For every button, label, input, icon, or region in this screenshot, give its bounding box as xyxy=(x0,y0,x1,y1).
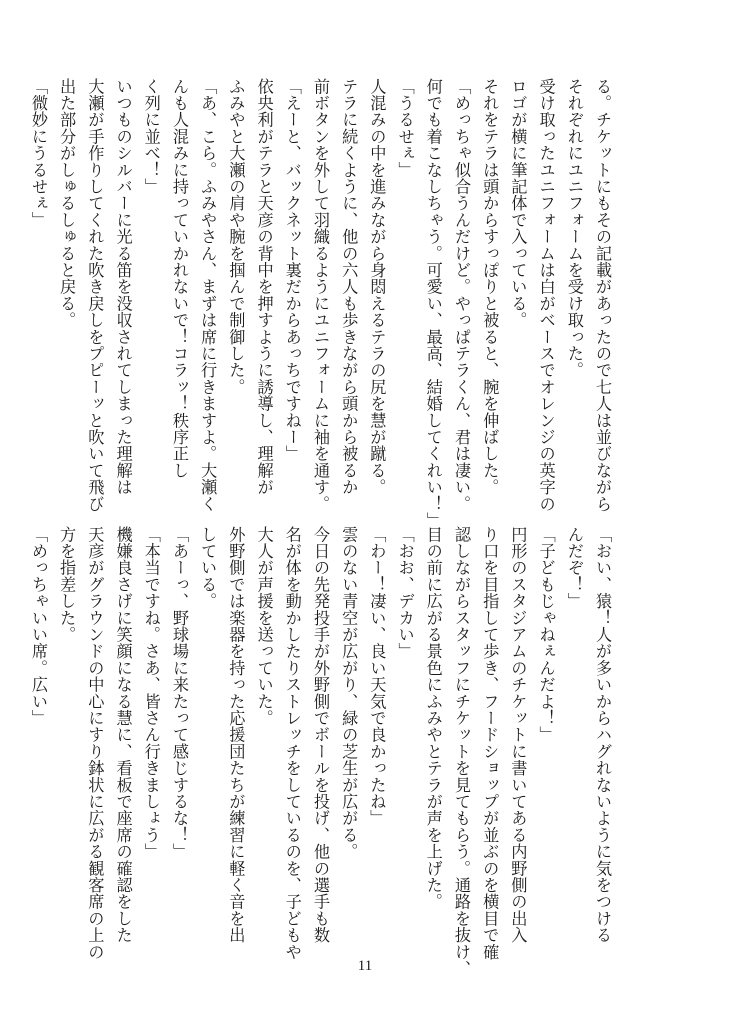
text-line: んも人混みに持っていかれないで！コラッ！秩序正し xyxy=(169,78,189,479)
text-line: 「あーっ、野球場に来たって感じするな！」 xyxy=(169,526,189,860)
text-line: それぞれにユニフォームを受け取った。 xyxy=(564,78,584,379)
text-line: それをテラは頭からすっぽりと被ると、腕を伸ばした。 xyxy=(480,78,500,496)
text-line: 「おお、デカい」 xyxy=(395,526,415,660)
text-line: 「わー！凄い、良い天気で良かったね」 xyxy=(367,526,387,827)
text-line: 人混みの中を進みながら身悶えるテラの尻を慧が蹴る。 xyxy=(367,78,387,496)
text-line: 前ボタンを外して羽織るようにユニフォームに袖を通す。 xyxy=(310,78,330,513)
text-line: 「微妙にうるせぇ」 xyxy=(28,78,48,229)
text-line: 大瀬が手作りしてくれた吹き戻しをプピーッと吹いて飛び xyxy=(85,78,105,513)
text-line: 「うるせぇ」 xyxy=(395,78,415,179)
text-line: 外野側では楽器を持った応援団たちが練習に軽く音を出 xyxy=(226,526,246,944)
text-line: 「えーと、バックネット裏だからあっちですねー」 xyxy=(282,78,302,463)
text-line: 「あ、こら。ふみやさん、まずは席に行きますよ。大瀬く xyxy=(198,78,218,513)
text-line: 何でも着こなしちゃう。可愛い、最高、結婚してくれい！」 xyxy=(423,78,443,529)
text-line: 依央利がテラと天彦の背中を押すように誘導し、理解が xyxy=(254,78,274,496)
text-line: テラに続くように、他の六人も歩きながら頭から被るか xyxy=(339,78,359,496)
text-line: ロゴが横に筆記体で入っている。 xyxy=(508,78,528,329)
text-line: る。チケットにもその記載があったので七人は並びながら xyxy=(593,78,612,513)
text-line: 機嫌良さげに笑顔になる慧に、看板で座席の確認をした xyxy=(113,526,133,944)
text-line: 「めっちゃいい席。広い」 xyxy=(28,526,48,727)
text-line: んだぞ！」 xyxy=(564,526,584,610)
text-line: 認しながらスタッフにチケットを見てもらう。通路を抜け、 xyxy=(451,526,471,977)
text-line: 「めっちゃ似合うんだけど。やっぱテラくん、君は凄い。 xyxy=(451,78,471,513)
text-line: 大人が声援を送っていた。 xyxy=(254,526,274,727)
text-line: 名が体を動かしたりストレッチをしているのを、子どもや xyxy=(282,526,302,961)
text-line: いつものシルバーに光る笛を没収されてしまった理解は xyxy=(113,78,133,496)
text-line: 天彦がグラウンドの中心にすり鉢状に広がる観客席の上の xyxy=(85,526,105,961)
text-line: 円形のスタジアムのチケットに書いてある内野側の出入 xyxy=(508,526,528,944)
text-line: 「本当ですね。さあ、皆さん行きましょう」 xyxy=(141,526,161,860)
text-line: している。 xyxy=(198,526,218,610)
text-line: 雲のない青空が広がり、緑の芝生が広がる。 xyxy=(339,526,359,860)
text-line: 出た部分がしゅるしゅると戻る。 xyxy=(57,78,77,329)
text-line: 目の前に広がる景色にふみやとテラが声を上げた。 xyxy=(423,526,443,911)
text-line: り口を目指して歩き、フードショップが並ぶのを横目で確 xyxy=(480,526,500,961)
page-number: 11 xyxy=(357,958,373,974)
text-line: 「子どもじゃねぇんだよ！」 xyxy=(536,526,556,744)
text-line: ふみやと大瀬の肩や腕を掴んで制御した。 xyxy=(226,78,246,396)
text-line: 「おい、猿！人が多いからハグれないように気をつける xyxy=(593,526,612,944)
text-line: 受け取ったユニフォームは白がベースでオレンジの英字の xyxy=(536,78,556,513)
text-block-top xyxy=(28,78,616,529)
text-line: 方を指差した。 xyxy=(57,526,77,643)
text-line: 今日の先発投手が外野側でボールを投げ、他の選手も数 xyxy=(310,526,330,944)
text-line: く列に並べ！」 xyxy=(141,78,161,195)
